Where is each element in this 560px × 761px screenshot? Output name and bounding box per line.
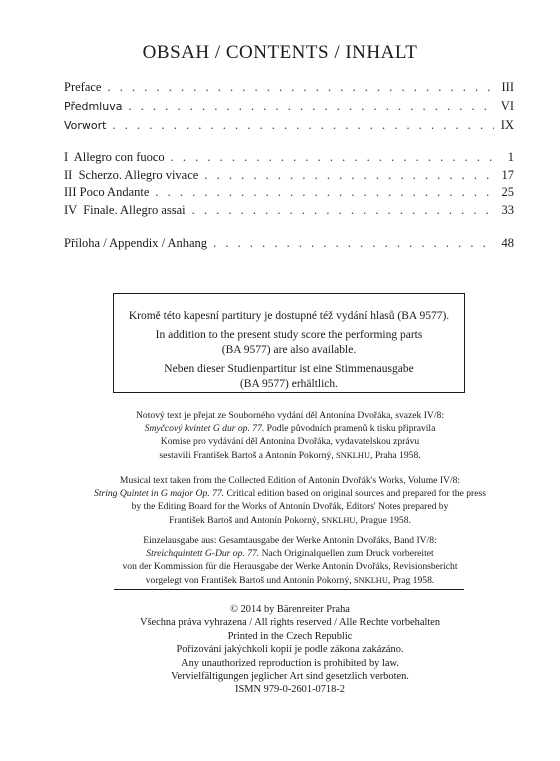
toc-row-movement-1 bbox=[64, 150, 514, 168]
copy-prohibition-english: Any unauthorized reproduction is prohibited by law. bbox=[181, 657, 399, 669]
toc-label: I Allegro con fuoco bbox=[64, 150, 165, 164]
toc-leader-dots bbox=[192, 203, 494, 218]
note-text: , Prague 1958. bbox=[355, 514, 411, 526]
note-line: von der Kommission für die Herausgabe der Werke Antonín Dvořáks, Revisionsbericht bbox=[122, 561, 458, 573]
work-title: Smyčcový kvintet G dur op. 77. bbox=[144, 423, 265, 435]
box-line-german-a: Neben dieser Studienpartitur ist eine Stimmenausgabe bbox=[164, 363, 414, 375]
note-line bbox=[60, 449, 520, 462]
note-text: sestavili František Bartoš a Antonín Pokorný, bbox=[159, 449, 337, 461]
toc-page-number: 25 bbox=[501, 185, 514, 199]
toc-page-number: 48 bbox=[501, 236, 514, 250]
toc-row-preface bbox=[64, 80, 514, 98]
toc-row-predmluva bbox=[64, 99, 514, 117]
box-line-english-a: In addition to the present study score the performing parts bbox=[155, 329, 423, 341]
note-line: Einzelausgabe aus: Gesamtausgabe der Werke Antonín Dvořáks, Band IV/8: bbox=[143, 535, 437, 546]
note-line bbox=[60, 422, 520, 435]
box-line-english-b: (BA 9577) are also available. bbox=[221, 344, 357, 356]
publisher-abbr: SNKLHU bbox=[321, 515, 356, 525]
parts-availability-box bbox=[113, 293, 465, 393]
toc-leader-dots bbox=[155, 185, 494, 200]
toc-leader-dots bbox=[171, 150, 494, 165]
toc-leader-dots bbox=[113, 118, 495, 133]
copy-prohibition-czech: Pořizování jakýchkoli kopií je podle zákona zakázáno. bbox=[176, 644, 404, 656]
note-text: , Praha 1958. bbox=[370, 449, 421, 461]
copyright-line: © 2014 by Bärenreiter Praha bbox=[230, 604, 350, 615]
note-line bbox=[60, 547, 520, 560]
note-line bbox=[60, 514, 520, 527]
work-title: String Quintet in G major Op. 77. bbox=[94, 488, 225, 500]
toc-label: II Scherzo. Allegro vivace bbox=[64, 168, 199, 182]
toc-row-movement-4 bbox=[64, 203, 514, 221]
note-text: , Prag 1958. bbox=[387, 574, 435, 586]
note-text: Nach Originalquellen zum Druck vorbereitet bbox=[259, 548, 434, 560]
toc-label: Předmluva bbox=[64, 100, 123, 113]
note-text: vorgelegt von František Bartoš und Antonín Pokorný, bbox=[145, 574, 354, 586]
source-note-german bbox=[60, 534, 520, 587]
note-line bbox=[60, 487, 520, 500]
work-title: Streichquintett G-Dur op. 77. bbox=[146, 548, 260, 560]
toc-page-number: 33 bbox=[501, 203, 514, 217]
ismn-line: ISMN 979-0-2601-0718-2 bbox=[235, 684, 345, 696]
toc-leader-dots bbox=[204, 168, 494, 183]
toc-row-movement-3 bbox=[64, 185, 514, 203]
note-line: Komise pro vydávání děl Antonína Dvořáka, vydavatelskou zprávu bbox=[160, 436, 420, 448]
toc-page-number: 1 bbox=[507, 150, 514, 164]
printed-in-line: Printed in the Czech Republic bbox=[227, 630, 353, 642]
source-note-english bbox=[60, 474, 520, 527]
page-title: OBSAH / CONTENTS / INHALT bbox=[142, 42, 418, 63]
toc-label: IV Finale. Allegro assai bbox=[64, 203, 186, 217]
note-text: Critical edition based on original sources and prepared for the press bbox=[224, 488, 486, 500]
divider-rule bbox=[114, 589, 464, 590]
toc-page-number: III bbox=[501, 80, 514, 94]
toc-leader-dots bbox=[213, 236, 494, 251]
toc-leader-dots bbox=[128, 99, 494, 114]
note-text: František Bartoš and Antonín Pokorný, bbox=[169, 514, 322, 526]
toc-label: III Poco Andante bbox=[64, 185, 150, 199]
toc-label: Preface bbox=[64, 80, 102, 94]
box-line-czech: Kromě této kapesní partitury je dostupné též vydání hlasů (BA 9577). bbox=[128, 310, 450, 322]
toc-page-number: VI bbox=[500, 99, 514, 113]
toc-page-number: IX bbox=[500, 118, 514, 132]
copy-prohibition-german: Vervielfältigungen jeglicher Art sind gesetzlich verboten. bbox=[171, 671, 409, 683]
note-line: Notový text je přejat ze Souborného vydání děl Antonína Dvořáka, svazek IV/8: bbox=[136, 410, 444, 421]
box-line-german bbox=[114, 362, 464, 392]
rights-line: Všechna práva vyhrazena / All rights reserved / Alle Rechte vorbehalten bbox=[139, 617, 441, 629]
toc-page-number: 17 bbox=[501, 168, 514, 182]
toc-row-vorwort bbox=[64, 118, 514, 136]
toc-leader-dots bbox=[107, 80, 494, 95]
box-line-english bbox=[114, 328, 464, 358]
toc-row-movement-2 bbox=[64, 168, 514, 186]
toc-label: Vorwort bbox=[64, 119, 107, 132]
box-line-german-b: (BA 9577) erhältlich. bbox=[239, 378, 339, 390]
note-text: Podle původních pramenů k tisku připravila bbox=[264, 423, 436, 435]
publisher-abbr: SNKLHU bbox=[353, 575, 388, 585]
note-line: Musical text taken from the Collected Edition of Antonín Dvořák's Works, Volume IV/8: bbox=[119, 475, 461, 486]
note-line bbox=[60, 574, 520, 587]
toc-row-appendix bbox=[64, 236, 514, 254]
toc-label: Příloha / Appendix / Anhang bbox=[64, 236, 208, 250]
source-note-czech bbox=[60, 409, 520, 462]
copyright-block bbox=[60, 603, 520, 697]
note-line: by the Editing Board for the Works of Antonín Dvořák, Editors' Notes prepared by bbox=[131, 501, 449, 513]
publisher-abbr: SNKLHU bbox=[336, 450, 371, 460]
